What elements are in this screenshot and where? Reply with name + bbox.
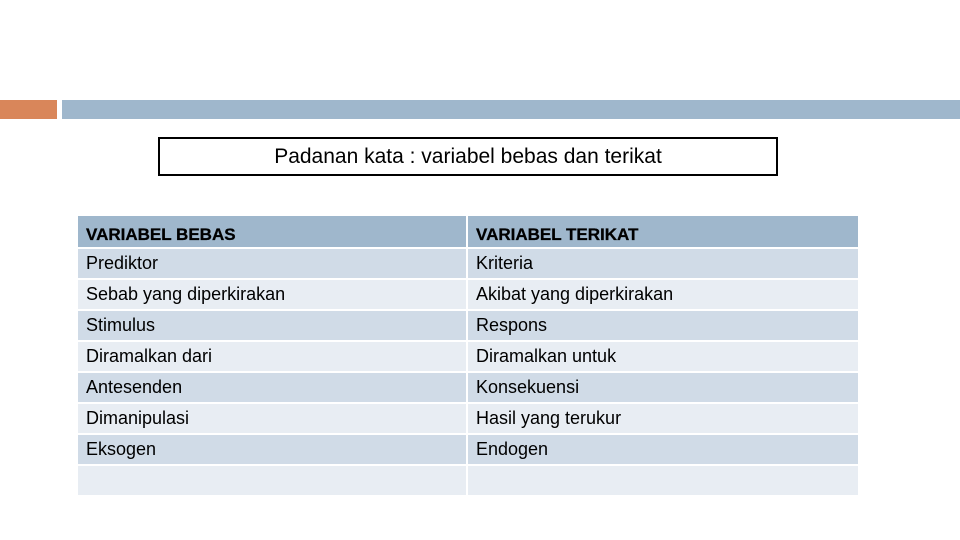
table-row [78, 341, 858, 372]
table-cell: Diramalkan dari [78, 341, 467, 372]
table-cell: Eksogen [78, 434, 467, 465]
table-cell: Diramalkan untuk [467, 341, 858, 372]
table-cell: Hasil yang terukur [467, 403, 858, 434]
table-cell: Respons [467, 310, 858, 341]
table-header-row [78, 216, 858, 248]
table-cell: Akibat yang diperkirakan [467, 279, 858, 310]
slide-title [158, 137, 778, 176]
table-cell: Kriteria [467, 248, 858, 279]
table-cell: Dimanipulasi [78, 403, 467, 434]
table-cell: Konsekuensi [467, 372, 858, 403]
slide-title-text: Padanan kata : variabel bebas dan terikat [274, 144, 662, 168]
comparison-table [78, 216, 858, 497]
table-cell [78, 465, 467, 496]
table-cell: Sebab yang diperkirakan [78, 279, 467, 310]
table-cell: Prediktor [78, 248, 467, 279]
table-row [78, 279, 858, 310]
table-row-empty [78, 465, 858, 496]
table-cell: Endogen [467, 434, 858, 465]
header-variabel-bebas: VARIABEL BEBAS [78, 216, 467, 248]
accent-bar-blue [62, 100, 960, 119]
table-row [78, 310, 858, 341]
table-cell: Stimulus [78, 310, 467, 341]
accent-bar-orange [0, 100, 57, 119]
header-variabel-terikat: VARIABEL TERIKAT [467, 216, 858, 248]
table-row [78, 248, 858, 279]
table-row [78, 403, 858, 434]
table-row [78, 434, 858, 465]
table-cell: Antesenden [78, 372, 467, 403]
table-cell [467, 465, 858, 496]
table-row [78, 372, 858, 403]
